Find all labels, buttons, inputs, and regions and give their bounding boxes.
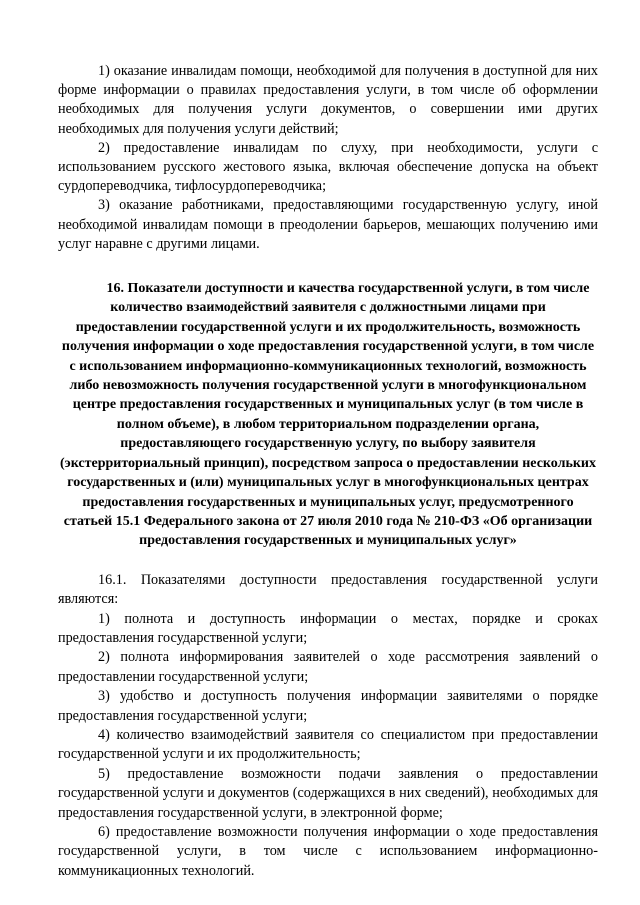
list-item: 6) предоставление возможности получения информации о ходе предоставления государственной услуги, в том числе с использованием информационно-коммуникационных технологий.: [58, 824, 598, 879]
list-item: 3) оказание работниками, предоставляющими государственную услугу, иной необходимой инвалидам помощи в преодолении барьеров, мешающих получению ими услуг наравне с другими лицами.: [58, 197, 598, 252]
top-list: [58, 62, 598, 254]
list-item: 2) предоставление инвалидам по слуху, при необходимости, услуги с использованием русского жестового языка, включая обеспечение допуска на объект сурдопереводчика, тифлосурдопереводчика;: [58, 139, 598, 195]
list-item: 4) количество взаимодействий заявителя со специалистом при предоставлении государственной услуги и их продолжительность;: [58, 726, 598, 763]
subsection-intro: 16.1. Показателями доступности предоставления государственной услуги являются:: [58, 571, 598, 608]
subsection-16-1: [58, 571, 598, 882]
section-heading: 16. Показатели доступности и качества государственной услуги, в том числе количество взаимодействий заявителя с должностными лицами при предоставлении государственной услуги и их продолжительность, возможность получения информации о ходе предоставления государственной услуги, в том числе с использованием информационно-коммуникационных технологий, возможность либо невозможность получения государственной услуги в многофункциональном центре предоставления государственных и муниципальных услуг (в том числе в полном объеме), в любом территориальном подразделении органа, предоставляющего государственную услугу, по выбору заявителя (экстерриториальный принцип), посредством запроса о предоставлении нескольких государственных и (или) муниципальных услуг в многофункциональных центрах предоставления государственных и муниципальных услуг, предусмотренного статьей 15.1 Федерального закона от 27 июля 2010 года № 210-ФЗ «Об организации предоставления государственных и муниципальных услуг»: [59, 281, 596, 549]
list-item: 5) предоставление возможности подачи заявления о предоставлении государственной услуги и документов (содержащихся в них сведений), необходимых для предоставления государственной услуги, в электронной форме;: [58, 765, 598, 821]
list-item: 3) удобство и доступность получения информации заявителями о порядке предоставления государственной услуги;: [58, 688, 598, 724]
list-item: 2) полнота информирования заявителей о ходе рассмотрения заявлений о предоставлении государственной услуги;: [58, 649, 598, 685]
list-item: 1) полнота и доступность информации о местах, порядке и сроках предоставления государственной услуги;: [58, 610, 598, 646]
list-item: 1) оказание инвалидам помощи, необходимой для получения в доступной для них форме информации о правилах предоставления услуги, в том числе об оформлении необходимых для получения услуги документов, о совершении ими других необходимых для получения услуги действий;: [58, 63, 598, 137]
